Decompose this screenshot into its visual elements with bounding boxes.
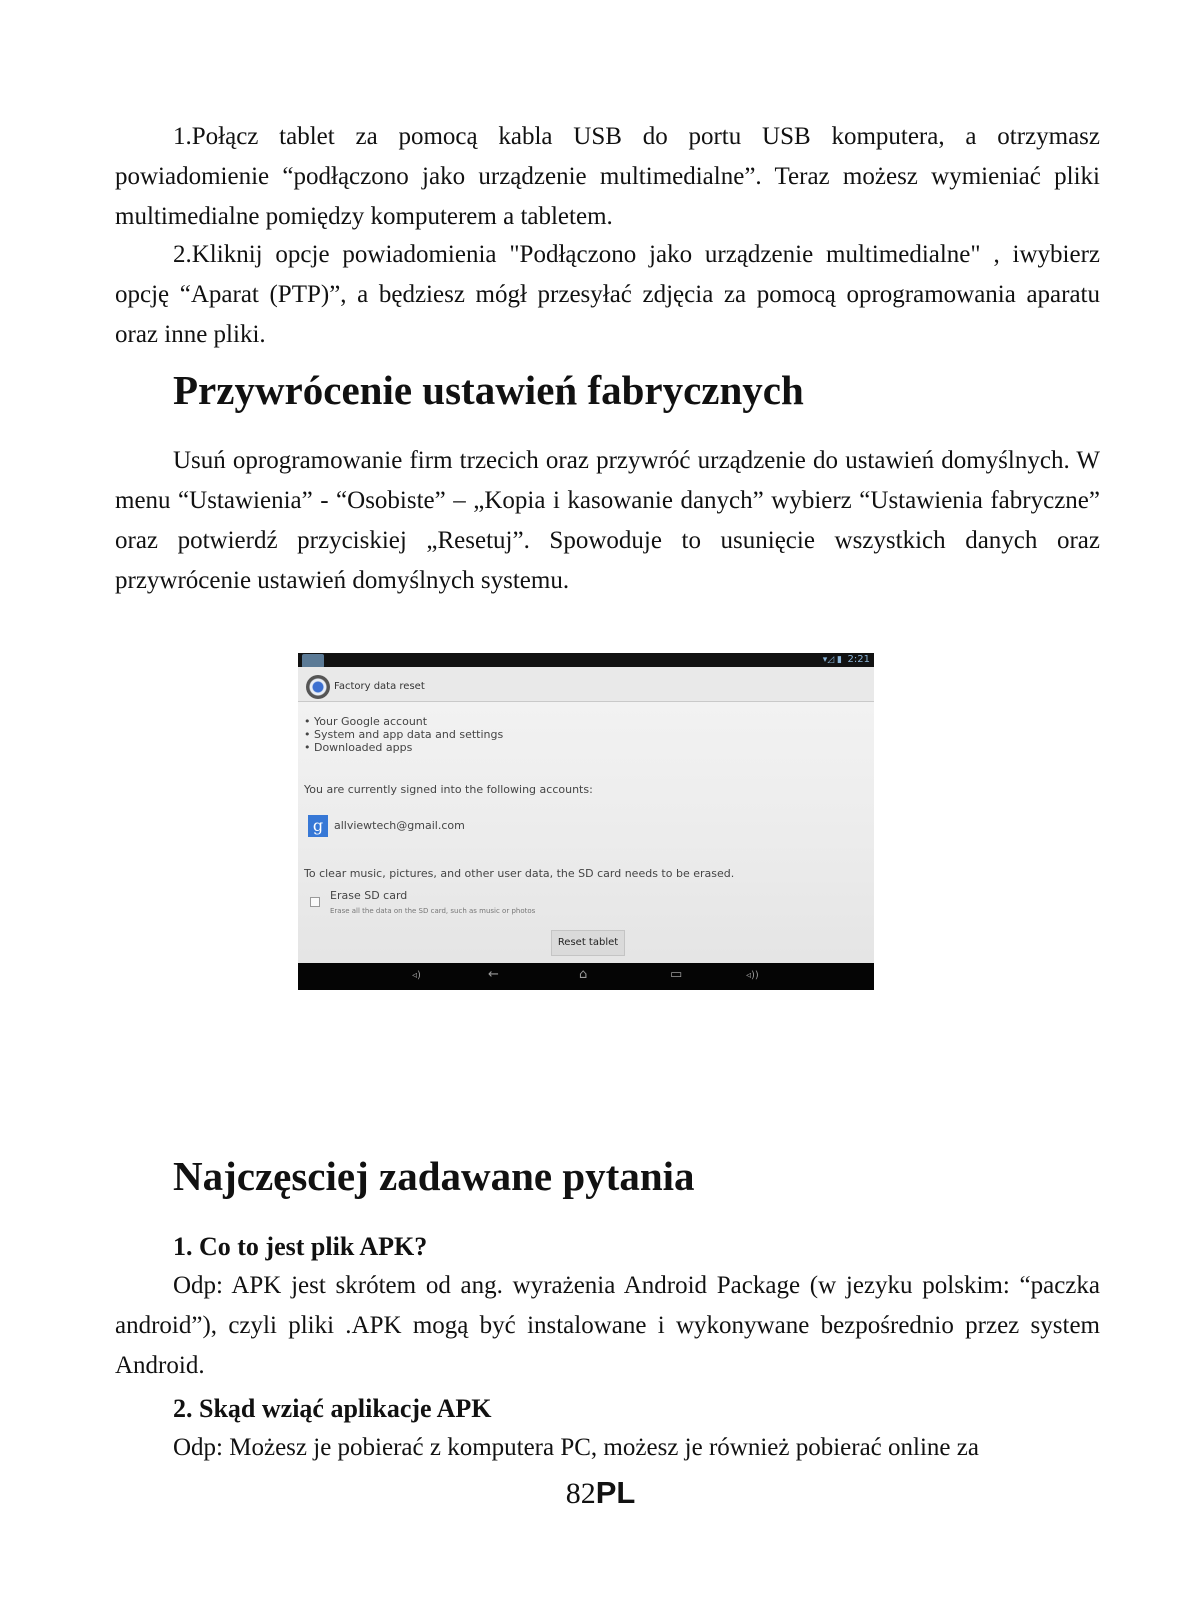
- faq-heading: Najczęsciej zadawane pytania: [173, 1153, 695, 1199]
- bullet-item: • Downloaded apps: [304, 741, 413, 754]
- factory-reset-text: Usuń oprogramowanie firm trzecich oraz przywróć urządzenie do ustawień domyślnych. W menu “Ustawienia” - “Osobiste” – „Kopia i kasowanie danych” wybierz “Ustawienia fabryczne” oraz potwierdź przyciskiej „Resetuj”. Spowoduje to usunięcie wszystkich danych oraz przywrócenie ustawień domyślnych systemu.: [115, 447, 1100, 594]
- erase-sd-checkbox[interactable]: [310, 897, 320, 907]
- step-number: 2.: [173, 241, 192, 268]
- wifi-battery-icon: ▾◿ ▮: [822, 655, 842, 665]
- bullet-item: • Your Google account: [304, 715, 428, 728]
- instruction-paragraph-1: [115, 117, 1100, 237]
- faq-answer-2: [115, 1428, 1100, 1468]
- status-bar: [298, 653, 874, 667]
- language-code: PL: [595, 1475, 636, 1510]
- factory-reset-heading: Przywrócenie ustawień fabrycznych: [173, 367, 804, 413]
- recents-icon[interactable]: ▭: [670, 967, 683, 982]
- settings-gear-icon[interactable]: [306, 675, 330, 699]
- notification-icon: [302, 654, 324, 668]
- sd-card-note: To clear music, pictures, and other user data, the SD card needs to be erased.: [304, 867, 735, 880]
- instruction-paragraph-2: [115, 235, 1100, 355]
- back-icon[interactable]: ←: [488, 967, 499, 982]
- page-footer: [0, 1475, 1201, 1511]
- faq-question-1: 1. Co to jest plik APK?: [173, 1232, 428, 1261]
- step-text: Połącz tablet za pomocą kabla USB do portu USB komputera, a otrzymasz powiadomienie “podłączono jako urządzenie multimedialne”. Teraz możesz wymieniać pliki multimedialne pomiędzy komputerem a tabletem.: [115, 123, 1100, 230]
- factory-reset-screenshot: [298, 653, 874, 990]
- step-text: Kliknij opcje powiadomienia "Podłączono jako urządzenie multimedialne" , iwybierz opcję “Aparat (PTP)”, a będziesz mógł przesyłać zdjęcia za pomocą oprogramowania aparatu oraz inne pliki.: [115, 241, 1100, 348]
- home-icon[interactable]: ⌂: [579, 967, 588, 982]
- status-time: 2:21: [847, 654, 870, 665]
- faq-answer-1-text: Odp: APK jest skrótem od ang. wyrażenia Android Package (w jezyku polskim: “paczka android”), czyli pliki .APK mogą być instalowane i wykonywane bezpośrednio przez system Android.: [115, 1272, 1100, 1379]
- screen-title: Factory data reset: [334, 681, 425, 692]
- navigation-bar: [298, 963, 874, 990]
- step-number: 1.: [173, 123, 192, 150]
- factory-reset-paragraph: [115, 441, 1100, 601]
- account-email: allviewtech@gmail.com: [334, 819, 465, 832]
- faq-answer-2-text: Odp: Możesz je pobierać z komputera PC, możesz je również pobierać online za: [173, 1434, 979, 1461]
- erase-sd-label: Erase SD card: [330, 889, 408, 902]
- accounts-label: You are currently signed into the following accounts:: [304, 783, 593, 796]
- google-icon: g: [308, 815, 328, 837]
- volume-down-icon[interactable]: ◃): [412, 970, 421, 981]
- erase-sd-subtext: Erase all the data on the SD card, such as music or photos: [330, 907, 536, 915]
- faq-question-2: 2. Skąd wziąć aplikacje APK: [173, 1394, 492, 1423]
- faq-answer-1: [115, 1266, 1100, 1386]
- reset-tablet-button[interactable]: Reset tablet: [551, 930, 625, 956]
- volume-up-icon[interactable]: ◃)): [746, 970, 759, 981]
- bullet-item: • System and app data and settings: [304, 728, 504, 741]
- page-number: 82: [565, 1477, 596, 1510]
